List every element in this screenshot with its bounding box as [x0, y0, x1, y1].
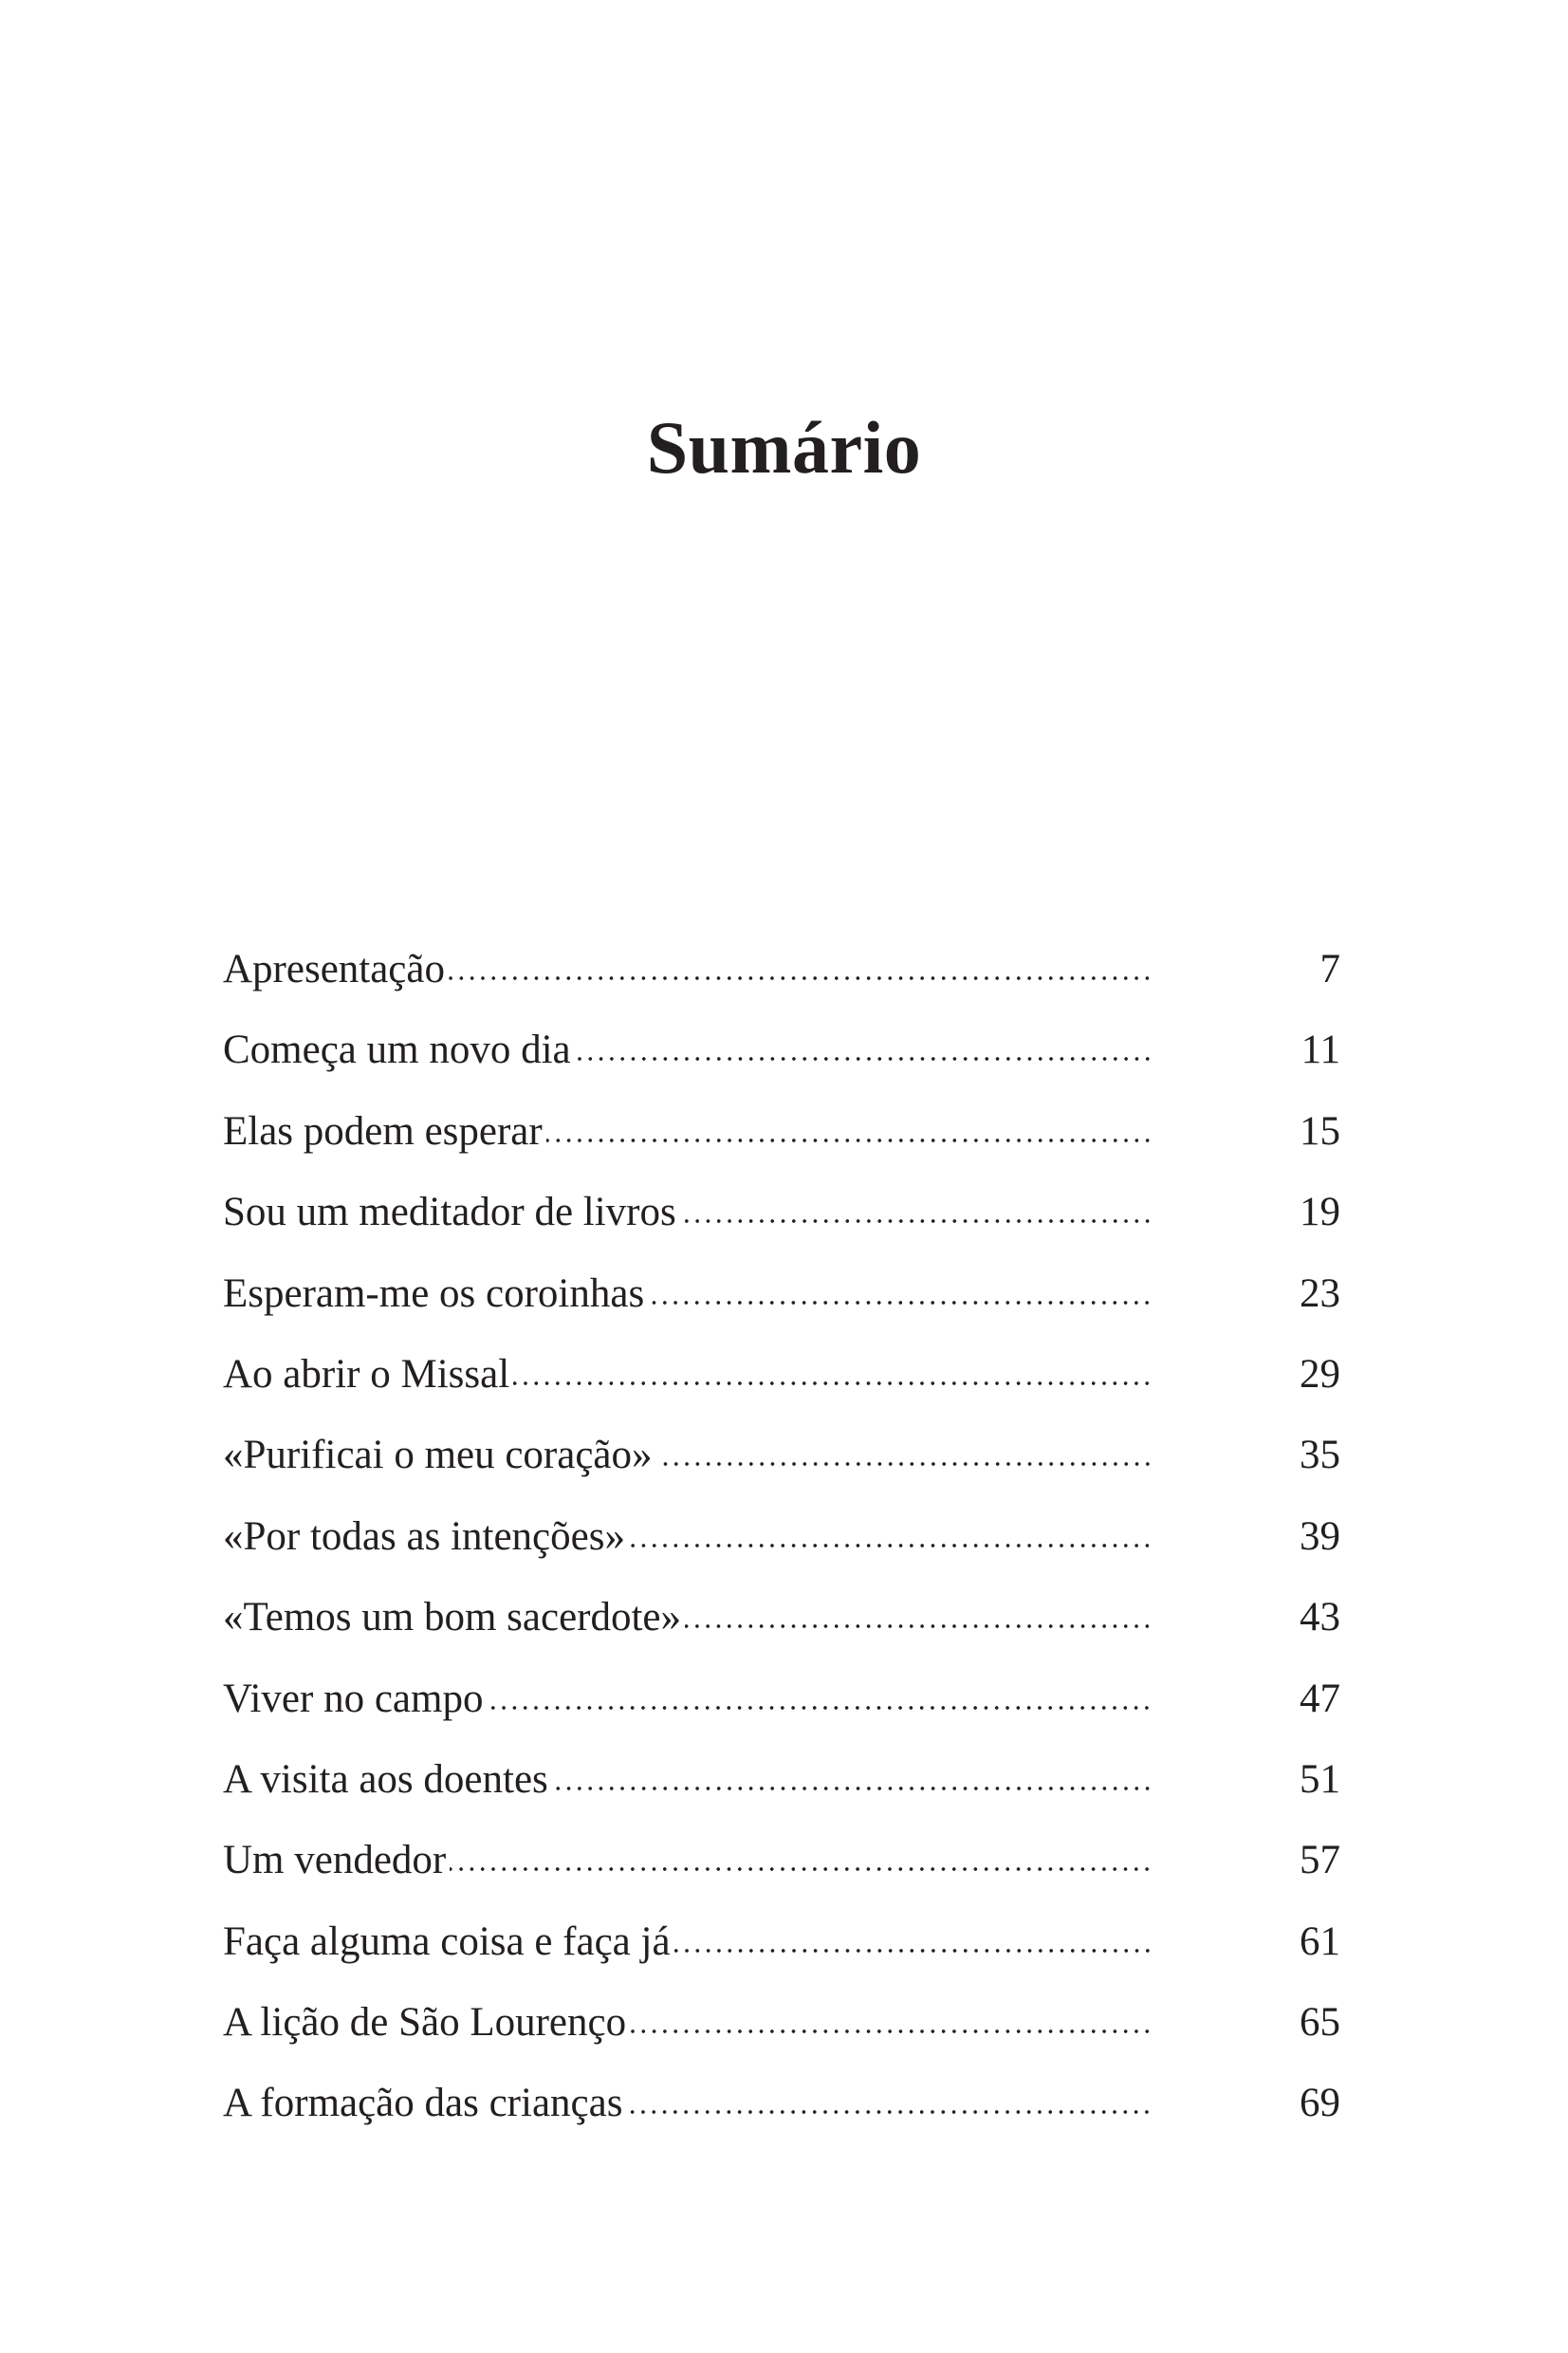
toc-entry[interactable] — [223, 1103, 1340, 1184]
dot-leader — [626, 2106, 1153, 2118]
toc-entry[interactable] — [223, 1832, 1340, 1913]
dot-leader — [546, 1135, 1153, 1146]
toc-entry-page: 51 — [1300, 1756, 1340, 1802]
toc-entry-page: 65 — [1300, 2000, 1340, 2046]
toc-entry-title: «Temos um bom sacerdote» — [223, 1595, 682, 1640]
dot-leader — [513, 1378, 1153, 1389]
toc-entry-title: A lição de São Lourenço — [223, 2000, 627, 2046]
toc-entry-title: Começa um novo dia — [223, 1028, 571, 1073]
toc-entry-title: Sou um meditador de livros — [223, 1190, 676, 1235]
dot-leader — [487, 1702, 1153, 1714]
toc-entry[interactable] — [223, 1914, 1340, 1994]
toc-entry[interactable] — [223, 1671, 1340, 1751]
toc-entry-title: Um vendedor — [223, 1838, 447, 1883]
toc-entry[interactable] — [223, 1184, 1340, 1265]
toc-entry[interactable] — [223, 1022, 1340, 1102]
toc-entry-page: 19 — [1300, 1190, 1340, 1235]
toc-entry-page: 43 — [1300, 1595, 1340, 1640]
dot-leader — [685, 1621, 1153, 1632]
toc-entry[interactable] — [223, 1427, 1340, 1508]
toc-entry-page: 69 — [1300, 2081, 1340, 2126]
toc-entry-title: A visita aos doentes — [223, 1756, 548, 1802]
dot-leader — [680, 1215, 1153, 1227]
dot-leader — [575, 1053, 1153, 1065]
toc-entry-page: 39 — [1300, 1513, 1340, 1559]
table-of-contents — [223, 941, 1340, 2157]
page-title: Sumário — [646, 406, 922, 489]
toc-entry[interactable] — [223, 941, 1340, 1022]
toc-entry-page: 15 — [1300, 1108, 1340, 1154]
toc-entry-title: «Purificai o meu coração» — [223, 1433, 653, 1478]
dot-leader — [449, 973, 1153, 984]
toc-entry-title: Viver no campo — [223, 1676, 484, 1721]
dot-leader — [629, 1540, 1153, 1551]
toc-entry[interactable] — [223, 1751, 1340, 1832]
toc-entry-title: Apresentação — [223, 947, 445, 991]
toc-entry[interactable] — [223, 1509, 1340, 1589]
dot-leader — [674, 1945, 1153, 1956]
toc-entry[interactable] — [223, 1994, 1340, 2075]
toc-entry-page: 61 — [1300, 1918, 1340, 1964]
toc-entry-title: A formação das crianças — [223, 2081, 623, 2126]
toc-entry[interactable] — [223, 2075, 1340, 2156]
dot-leader — [630, 2026, 1153, 2037]
toc-entry-title: Ao abrir o Missal — [223, 1351, 510, 1397]
toc-entry-page: 57 — [1300, 1838, 1340, 1883]
dot-leader — [552, 1783, 1153, 1794]
toc-entry[interactable] — [223, 1346, 1340, 1427]
dot-leader — [656, 1458, 1153, 1470]
dot-leader — [648, 1297, 1153, 1308]
toc-entry-title: Elas podem esperar — [223, 1108, 543, 1154]
dot-leader — [450, 1863, 1153, 1875]
toc-entry-page: 23 — [1300, 1270, 1340, 1316]
toc-entry[interactable] — [223, 1589, 1340, 1670]
toc-entry-page: 35 — [1300, 1433, 1340, 1478]
toc-entry-title: Esperam-me os coroinhas — [223, 1270, 645, 1316]
toc-entry-page: 11 — [1301, 1028, 1340, 1073]
toc-entry-title: «Por todas as intenções» — [223, 1513, 625, 1559]
toc-entry-page: 47 — [1300, 1676, 1340, 1721]
toc-entry[interactable] — [223, 1266, 1340, 1346]
toc-entry-title: Faça alguma coisa e faça já — [223, 1918, 671, 1964]
toc-entry-page: 7 — [1319, 947, 1340, 991]
toc-entry-page: 29 — [1300, 1351, 1340, 1397]
